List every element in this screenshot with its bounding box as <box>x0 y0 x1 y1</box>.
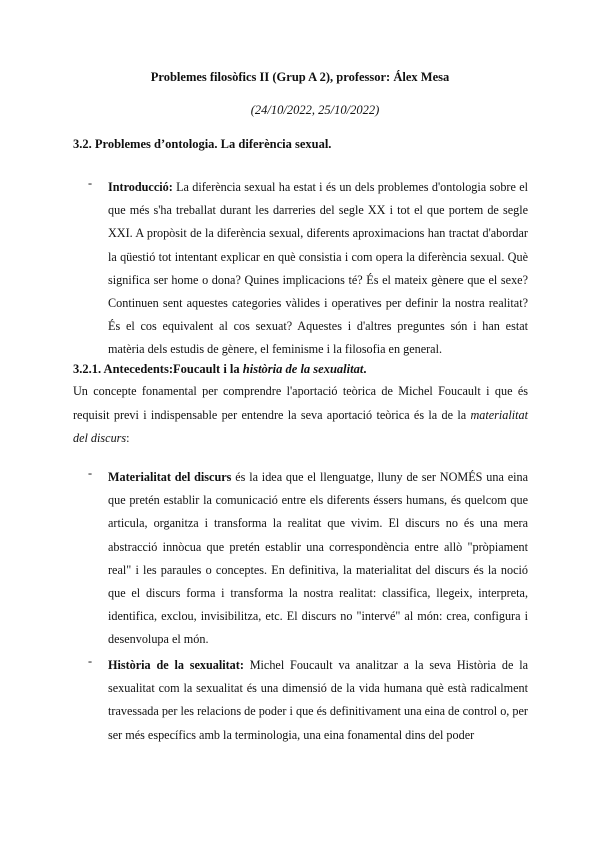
subsection-paragraph-end: : <box>126 431 130 445</box>
document-date: (24/10/2022, 25/10/2022) <box>250 103 380 117</box>
bullet-materialitat <box>88 466 528 652</box>
bullet-dash: - <box>88 466 93 480</box>
bullet-dash: - <box>88 176 93 190</box>
document-title: Problemes filosòfics II (Grup A 2), professor: Álex Mesa <box>150 70 450 84</box>
intro-lead: Introducció: <box>108 180 173 194</box>
bullet-text: és la idea que el llenguatge, lluny de ser NOMÉS una eina que pretén establir la comunicació entre els diferents éssers humans, és quelcom que articula, organitza i transforma la realitat que vivim. El discurs no és una mera abstracció innòcua que pretén establir una correspondència entre allò "pròpiament real" i les paraules o conceptes. En definitiva, la materialitat del discurs és la noció que el discurs forma i transforma la nostra realitat: classifica, llegeix, interpreta, identifica, exclou, invisibilitza, etc. El discurs no "intervé" al món: crea, configura i desenvolupa el món. <box>108 470 528 647</box>
intro-text: La diferència sexual ha estat i és un dels problemes d'ontologia sobre el que més s'ha treballat durant les darreries del segle XX i tot el que portem de segle XXI. A propòsit de la diferència sexual, diferents aproximacions han tractat d'abordar la qüestió tot intentant explicar en què consistia i com opera la diferència sexual. Què significa ser home o dona? Quines implicacions té? És el mateix gènere que el sexe? Continuen sent aquestes categories vàlides i operatives per definir la nostra realitat? És el cos equivalent al cos sexuat? Aquestes i d'altres preguntes són i han estat matèria dels estudis de gènere, el feminisme i la filosofia en general. <box>108 180 528 357</box>
bullet-dash: - <box>88 654 93 668</box>
bullet-paragraph <box>108 466 528 652</box>
bullet-historia <box>88 654 528 747</box>
intro-bullet <box>88 176 528 362</box>
subsection-paragraph-italic: materialitat del discurs <box>73 407 528 445</box>
subsection-heading <box>73 362 366 377</box>
intro-paragraph <box>108 176 528 362</box>
subsection-heading-italic: història de la sexualitat <box>242 362 364 376</box>
subsection-heading-end: . <box>363 362 367 376</box>
section-heading: 3.2. Problemes d’ontologia. La diferència sexual. <box>73 137 332 151</box>
bullet-lead: Materialitat del discurs <box>108 470 232 484</box>
bullet-lead: Història de la sexualitat: <box>108 658 244 672</box>
subsection-heading-plain: 3.2.1. Antecedents:Foucault i la <box>73 362 243 376</box>
subsection-paragraph <box>73 380 528 451</box>
bullet-paragraph <box>108 654 528 747</box>
bullet-text: Michel Foucault va analitzar a la seva Història de la sexualitat com la sexualitat és una dimensió de la vida humana què està radicalment travessada per les relacions de poder i que és definitivament una eina de control o, per ser més específics amb la terminologia, una eina fonamental dins del poder <box>108 658 529 742</box>
subsection-paragraph-text: Un concepte fonamental per comprendre l'aportació teòrica de Michel Foucault i que és requisit previ i indispensable per entendre la seva aportació teòrica és la de la <box>73 384 528 422</box>
